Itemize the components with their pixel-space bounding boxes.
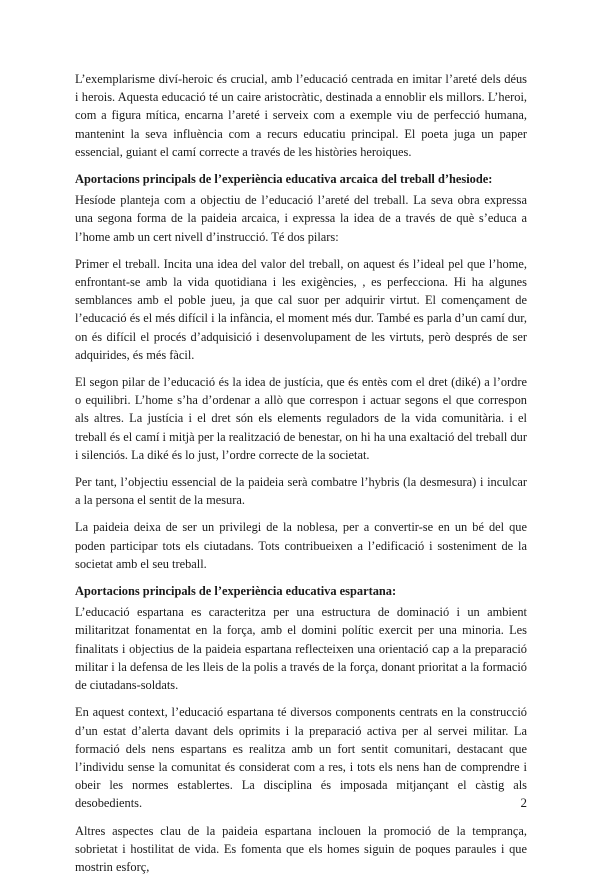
paragraph-hesiode-intro: Hesíode planteja com a objectiu de l’educació l’areté del treball. La seva obra expressa una segona forma de la paideia arcaica, i expressa la idea de a través de què s’educa a l’home amb un cert nivell d’instrucció. Té dos pilars: — [75, 193, 527, 244]
paragraph-noblesa: La paideia deixa de ser un privilegi de la noblesa, per a convertir-se en un bé del que poden participar tots els ciutadans. Tots contribueixen a l’edificació i sosteniment de la societat amb el seu treball. — [75, 520, 527, 571]
paragraph-treball: Primer el treball. Incita una idea del valor del treball, on aquest és l’ideal pel que l’home, enfrontant-se amb la vida quotidiana i les exigències, , es perfecciona. Hi ha algunes semblances amb el poble jueu, ja que cal suor per adquirir virtut. El començament de l’educació és el més difícil i la infància, el moment més dur. També es parla d’un camí dur, on és difícil el procés d’adquisició i desenvolupament de les virtuts, però després de ser adquirides, és més fàcil. — [75, 256, 527, 362]
paragraph-hybris: Per tant, l’objectiu essencial de la paideia serà combatre l’hybris (la desmesura) i inculcar a la persona el sentit de la mesura. — [75, 475, 527, 508]
paragraph-justicia: El segon pilar de l’educació és la idea de justícia, que és entès com el dret (diké) a l’ordre o equilibri. L’home s’ha d’ordenar a allò que correspon i actuar segons el que correspon als altres. La justícia i el dret són els elements reguladors de la vida comunitària. i el treball és el camí i mitjà per la realització de benestar, on hi ha una exaltació del treball dur i silenciós. La diké és lo just, l’ordre correcte de la societat. — [75, 375, 527, 462]
section-heading-hesiode: Aportacions principals de l’experiència educativa arcaica del treball d’hesiode: — [75, 172, 493, 187]
paragraph-espartana-estructura: L’educació espartana es caracteritza per una estructura de dominació i un ambient militaritzat fonamentat en la força, amb el domini polític exercit per una minoria. Les finalitats i objectius de la paideia espartana reflecteixen una orientació cap a la preparació militar i la defensa de les lleis de la polis a través de la força, donant prioritat a la formació de ciutadans-soldats. — [75, 605, 527, 693]
page-content — [75, 70, 527, 885]
section-heading-espartana: Aportacions principals de l’experiència educativa espartana: — [75, 584, 397, 599]
paragraph-espartana-aspectes: Altres aspectes clau de la paideia espartana inclouen la promoció de la temprança, sobrietat i hostilitat de vida. Es fomenta que els homes siguin de poques paraules i que mostrin esforç, — [75, 823, 527, 874]
paragraph-espartana-context: En aquest context, l’educació espartana té diversos components centrats en la construcció d’un estat d’alerta davant dels oprimits i la preparació activa per al servei militar. La formació dels nens espartans es realitza amb un fort sentit comunitari, destacant que l’individu sense la comunitat és considerat com a res, i tots els nens han de comprendre i obeir les normes establertes. La disciplina és imposada mitjançant el càstig als desobedients. — [75, 705, 527, 811]
paragraph-exemplarisme: L’exemplarisme diví-heroic és crucial, amb l’educació centrada en imitar l’areté dels déus i herois. Aquesta educació té un caire aristocràtic, destinada a ennoblir els millors. L’heroi, com a figura mítica, encarna l’areté i serveix com a exemple viu de perfecció humana, mantenint la seva influència com a recurs educatiu principal. El poeta juga un paper essencial, guiant el camí correcte a través de les històries heroiques. — [75, 72, 527, 159]
page-number: 2 — [520, 795, 527, 810]
